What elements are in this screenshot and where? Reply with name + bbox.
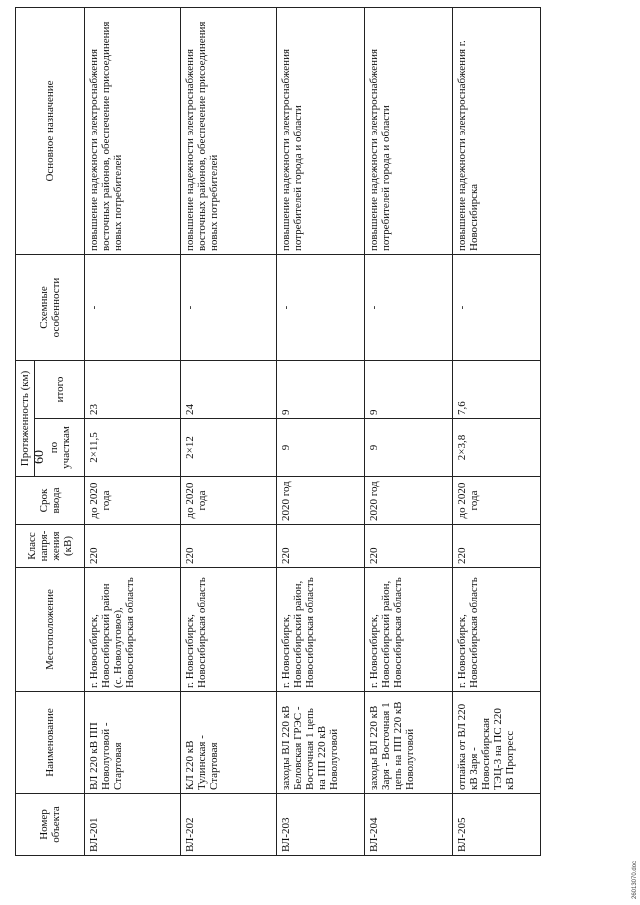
cell-purpose: повышение надежности электроснабжения восточных районов, обеспечение присоединения новых потребителей <box>85 8 181 255</box>
cell-location: г. Новосибирск, Новосибирская область <box>453 568 541 692</box>
cell-location: г. Новосибирск, Новосибирский район, Новосибирская область <box>365 568 453 692</box>
cell-scheme: - <box>277 255 365 361</box>
cell-scheme: - <box>85 255 181 361</box>
page-number: 60 <box>32 450 47 464</box>
cell-purpose: повышение надежности электроснабжения восточных районов, обеспечение присоединения новых потребителей <box>181 8 277 255</box>
cell-location: г. Новосибирск, Новосибирский район, Новосибирская область <box>277 568 365 692</box>
cell-location: г. Новосибирск, Новосибирский район (с. Новолуговое), Новосибирская область <box>85 568 181 692</box>
cell-scheme: - <box>453 255 541 361</box>
cell-voltage: 220 <box>85 525 181 568</box>
document-reference: 26013070.doc <box>632 860 638 899</box>
table-row <box>85 8 181 856</box>
header-voltage: Класс напря-жения (кВ) <box>16 525 85 568</box>
header-purpose: Основное назначение <box>16 8 85 255</box>
cell-voltage: 220 <box>277 525 365 568</box>
cell-scheme: - <box>181 255 277 361</box>
table-header <box>16 8 85 856</box>
cell-number: ВЛ-201 <box>85 794 181 856</box>
cell-by-section: 2×3,8 <box>453 419 541 477</box>
objects-table <box>15 7 541 856</box>
header-length: Протяженность (км) <box>16 361 35 477</box>
cell-by-section: 9 <box>277 419 365 477</box>
cell-voltage: 220 <box>365 525 453 568</box>
table-row <box>277 8 365 856</box>
table-row <box>365 8 453 856</box>
header-name: Наименование <box>16 692 85 794</box>
cell-name: отпайка от ВЛ 220 кВ Заря - Новосибирская ТЭЦ-3 на ПС 220 кВ Прогресс <box>453 692 541 794</box>
cell-voltage: 220 <box>181 525 277 568</box>
cell-voltage: 220 <box>453 525 541 568</box>
cell-total: 9 <box>277 361 365 419</box>
cell-term: до 2020 года <box>181 477 277 525</box>
cell-by-section: 2×12 <box>181 419 277 477</box>
cell-by-section: 2×11,5 <box>85 419 181 477</box>
header-term: Срок ввода <box>16 477 85 525</box>
header-scheme: Схемные особенности <box>16 255 85 361</box>
header-location: Местоположение <box>16 568 85 692</box>
cell-number: ВЛ-205 <box>453 794 541 856</box>
header-by-section: по участкам <box>35 419 85 477</box>
cell-purpose: повышение надежности электроснабжения потребителей города и области <box>277 8 365 255</box>
cell-term: 2020 год <box>365 477 453 525</box>
cell-total: 23 <box>85 361 181 419</box>
cell-by-section: 9 <box>365 419 453 477</box>
cell-number: ВЛ-204 <box>365 794 453 856</box>
cell-total: 24 <box>181 361 277 419</box>
header-number: Номер объекта <box>16 794 85 856</box>
cell-scheme: - <box>365 255 453 361</box>
cell-purpose: повышение надежности электроснабжения г. Новосибирска <box>453 8 541 255</box>
cell-term: до 2020 года <box>85 477 181 525</box>
cell-location: г. Новосибирск, Новосибирская область <box>181 568 277 692</box>
cell-term: 2020 год <box>277 477 365 525</box>
cell-number: ВЛ-203 <box>277 794 365 856</box>
table-row <box>181 8 277 856</box>
cell-number: ВЛ-202 <box>181 794 277 856</box>
cell-term: до 2020 года <box>453 477 541 525</box>
cell-name: КЛ 220 кВ Тулинская - Стартовая <box>181 692 277 794</box>
header-total: итого <box>35 361 85 419</box>
cell-purpose: повышение надежности электроснабжения потребителей города и области <box>365 8 453 255</box>
cell-total: 9 <box>365 361 453 419</box>
table-row <box>453 8 541 856</box>
cell-name: заходы ВЛ 220 кВ Заря - Восточная 1 цепь на ПП 220 кВ Новолуговой <box>365 692 453 794</box>
cell-total: 7,6 <box>453 361 541 419</box>
cell-name: ВЛ 220 кВ ПП Новолуговой - Стартовая <box>85 692 181 794</box>
cell-name: заходы ВЛ 220 кВ Беловская ГРЭС - Восточная 1 цепь на ПП 220 кВ Новолуговой <box>277 692 365 794</box>
